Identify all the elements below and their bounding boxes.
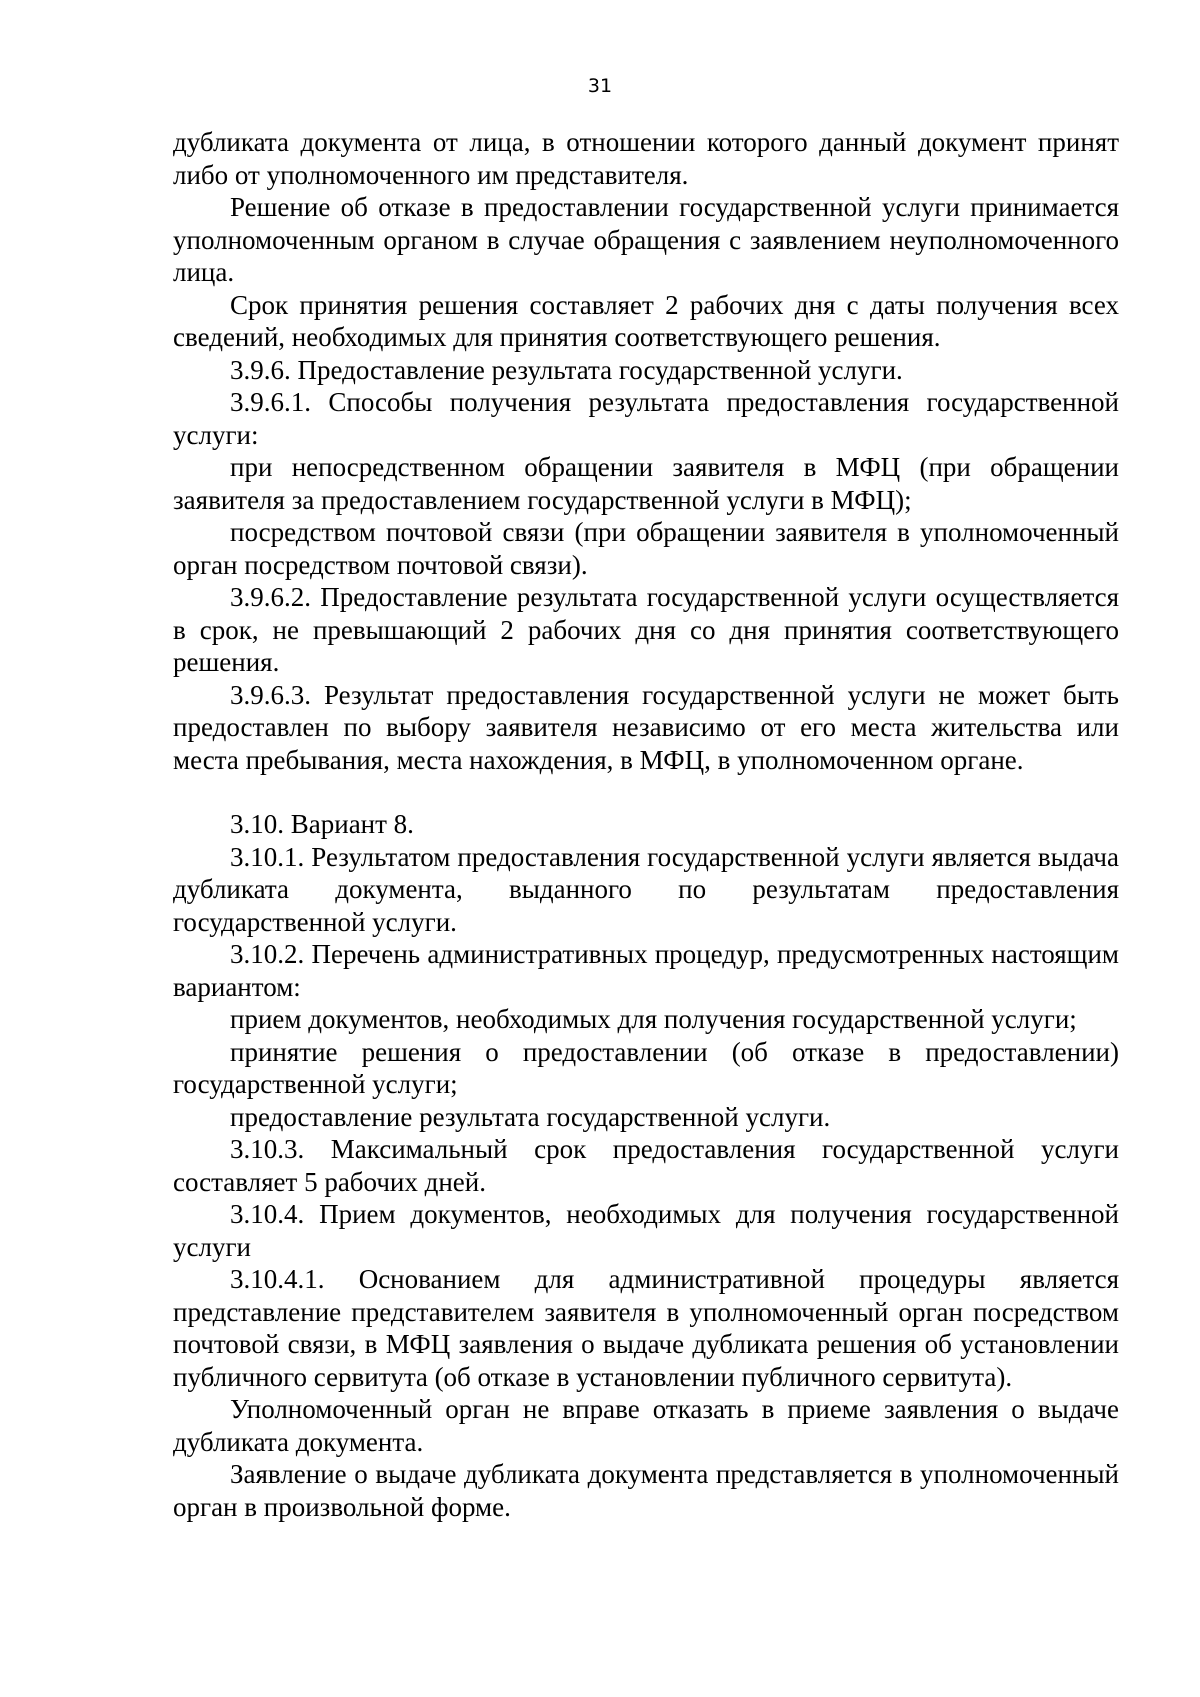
paragraph: 3.10.3. Максимальный срок предоставления государственной услуги составляет 5 рабочих дней. bbox=[173, 1134, 1119, 1197]
list-item: прием документов, необходимых для получения государственной услуги; bbox=[230, 1004, 1077, 1034]
paragraph: Уполномоченный орган не вправе отказать в приеме заявления о выдаче дубликата документа. bbox=[173, 1394, 1119, 1457]
paragraph-continuation: дубликата документа от лица, в отношении которого данный документ принят либо от уполномоченного им представителя. bbox=[173, 127, 1119, 190]
paragraph: 3.10.1. Результатом предоставления государственной услуги является выдача дубликата документа, выданного по результатам предоставления государственной услуги. bbox=[173, 841, 1119, 937]
paragraph: 3.9.6.3. Результат предоставления государственной услуги не может быть предоставлен по выбору заявителя независимо от его места жительства или места пребывания, места нахождения, в МФЦ, в уполномоченном органе. bbox=[173, 679, 1119, 775]
list-item: принятие решения о предоставлении (об отказе в предоставлении) государственной услуги; bbox=[173, 1036, 1119, 1099]
section-heading-3-10: 3.10. Вариант 8. bbox=[230, 809, 414, 839]
paragraph: 3.10.2. Перечень административных процедур, предусмотренных настоящим вариантом: bbox=[173, 939, 1119, 1002]
paragraph: 3.10.4. Прием документов, необходимых для получения государственной услуги bbox=[173, 1199, 1119, 1262]
paragraph: 3.9.6.2. Предоставление результата государственной услуги осуществляется в срок, не превышающий 2 рабочих дня со дня принятия соответствующего решения. bbox=[173, 582, 1119, 677]
paragraph: 3.9.6.1. Способы получения результата предоставления государственной услуги: bbox=[173, 387, 1119, 450]
document-body bbox=[173, 126, 1119, 1523]
paragraph: посредством почтовой связи (при обращении заявителя в уполномоченный орган посредством почтовой связи). bbox=[173, 517, 1119, 580]
paragraph: при непосредственном обращении заявителя в МФЦ (при обращении заявителя за предоставлением государственной услуги в МФЦ); bbox=[173, 452, 1119, 515]
paragraph: Заявление о выдаче дубликата документа представляется в уполномоченный орган в произвольной форме. bbox=[173, 1459, 1119, 1522]
paragraph: 3.10.4.1. Основанием для административной процедуры является представление представителем заявителя в уполномоченный орган посредством почтовой связи, в МФЦ заявления о выдаче дубликата решения об установлении публичного сервитута (об отказе в установлении публичного сервитута). bbox=[173, 1264, 1119, 1392]
section-heading-3-9-6: 3.9.6. Предоставление результата государственной услуги. bbox=[230, 354, 903, 385]
paragraph: Срок принятия решения составляет 2 рабочих дня с даты получения всех сведений, необходимых для принятия соответствующего решения. bbox=[173, 289, 1119, 352]
list-item: предоставление результата государственной услуги. bbox=[230, 1101, 831, 1132]
page-number: 31 bbox=[587, 75, 613, 97]
paragraph: Решение об отказе в предоставлении государственной услуги принимается уполномоченным органом в случае обращения с заявлением неуполномоченного лица. bbox=[173, 192, 1119, 287]
